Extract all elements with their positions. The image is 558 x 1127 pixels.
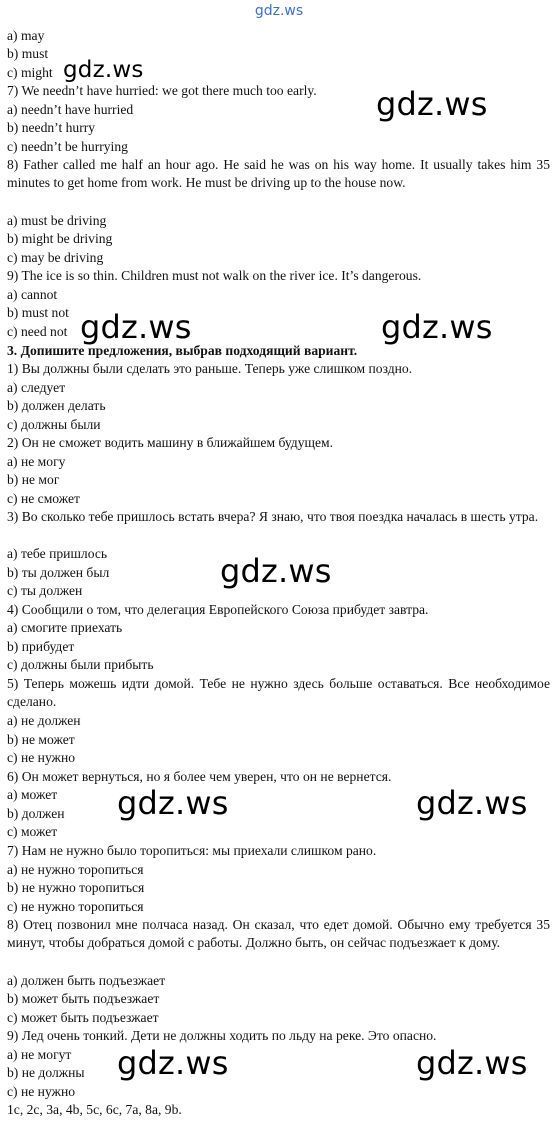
text-line: b) must <box>7 46 49 61</box>
text-line: c) не сможет <box>7 491 80 506</box>
text-line: 9) The ice is so thin. Children must not walk on the river ice. It’s dangerous. <box>7 268 422 283</box>
text-line: a) не должен <box>7 713 81 728</box>
watermark: gdz.ws <box>381 308 493 346</box>
watermark: gdz.ws <box>416 784 528 822</box>
text-line: 7) Нам не нужно было торопиться: мы приехали слишком рано. <box>7 843 377 858</box>
text-line: b) не может <box>7 732 75 747</box>
paragraph: 8) Отец позвонил мне полчаса назад. Он сказал, что едет домой. Обычно ему требуется 35 минут, чтобы добраться домой с работы. Должно быть, он сейчас подъезжает к дому. <box>7 917 550 950</box>
text-line: c) не нужно торопиться <box>7 899 144 914</box>
text-line: a) должен быть подъезжает <box>7 973 166 988</box>
site-link[interactable]: gdz.ws <box>254 3 304 19</box>
text-line: b) не нужно торопиться <box>7 880 145 895</box>
watermark: gdz.ws <box>416 1044 528 1082</box>
text-line: a) may <box>7 28 45 43</box>
text-line: a) тебе пришлось <box>7 546 108 561</box>
watermark: gdz.ws <box>63 57 144 83</box>
text-line: a) не могут <box>7 1047 72 1062</box>
text-line: b) должен <box>7 806 65 821</box>
text-line: b) прибудет <box>7 639 75 654</box>
text-line: 1) Вы должны были сделать это раньше. Теперь уже слишком поздно. <box>7 361 413 376</box>
text-line: c) не нужно <box>7 750 76 765</box>
text-line: c) might <box>7 65 53 80</box>
text-line: 7) We needn’t have hurried: we got there much too early. <box>7 83 317 98</box>
text-line: a) не могу <box>7 454 66 469</box>
text-line: c) may be driving <box>7 250 104 265</box>
watermark: gdz.ws <box>117 784 229 822</box>
text-line: a) следует <box>7 380 66 395</box>
text-line: a) смогите приехать <box>7 620 123 635</box>
text-line: a) needn’t have hurried <box>7 102 134 117</box>
text-line: c) не нужно <box>7 1084 76 1099</box>
text-line: 9) Лед очень тонкий. Дети не должны ходить по льду на реке. Это опасно. <box>7 1028 437 1043</box>
watermark: gdz.ws <box>220 552 332 590</box>
text-line: a) must be driving <box>7 213 107 228</box>
text-line: b) must not <box>7 305 69 320</box>
text-line: 4) Сообщили о том, что делегация Европейского Союза прибудет завтра. <box>7 602 429 617</box>
text-line: a) не нужно торопиться <box>7 862 144 877</box>
text-line: b) needn’t hurry <box>7 120 96 135</box>
watermark: gdz.ws <box>80 308 192 346</box>
watermark: gdz.ws <box>117 1044 229 1082</box>
text-line: c) должны были <box>7 417 101 432</box>
text-line: b) ты должен был <box>7 565 110 580</box>
text-line: 6) Он может вернуться, но я более чем уверен, что он не вернется. <box>7 769 392 784</box>
text-line: 2) Он не сможет водить машину в ближайшем будущем. <box>7 435 334 450</box>
text-line: b) может быть подъезжает <box>7 991 160 1006</box>
text-line: c) need not <box>7 324 68 339</box>
text-line: b) не мог <box>7 472 60 487</box>
text-line: a) cannot <box>7 287 58 302</box>
answer-key: 1c, 2c, 3a, 4b, 5c, 6c, 7a, 8a, 9b. <box>7 1102 182 1117</box>
text-line: c) должны были прибыть <box>7 657 154 672</box>
text-line: b) might be driving <box>7 231 113 246</box>
section-heading: 3. Допишите предложения, выбрав подходящий вариант. <box>7 343 358 358</box>
text-line: c) needn’t be hurrying <box>7 139 128 154</box>
text-line: c) может быть подъезжает <box>7 1010 159 1025</box>
text-line: b) не должны <box>7 1065 85 1080</box>
paragraph: 8) Father called me half an hour ago. He said he was on his way home. It usually takes him 35 minutes to get home from work. He must be driving up to the house now. <box>7 157 550 190</box>
paragraph: 5) Теперь можешь идти домой. Тебе не нужно здесь больше оставаться. Все необходимое сделано. <box>7 676 550 709</box>
text-line: b) должен делать <box>7 398 106 413</box>
watermark: gdz.ws <box>376 85 488 123</box>
text-line: a) может <box>7 787 58 802</box>
paragraph: 3) Во сколько тебе пришлось встать вчера? Я знаю, что твоя поездка началась в шесть утра. <box>7 509 539 524</box>
text-line: c) ты должен <box>7 583 83 598</box>
text-line: c) может <box>7 824 58 839</box>
